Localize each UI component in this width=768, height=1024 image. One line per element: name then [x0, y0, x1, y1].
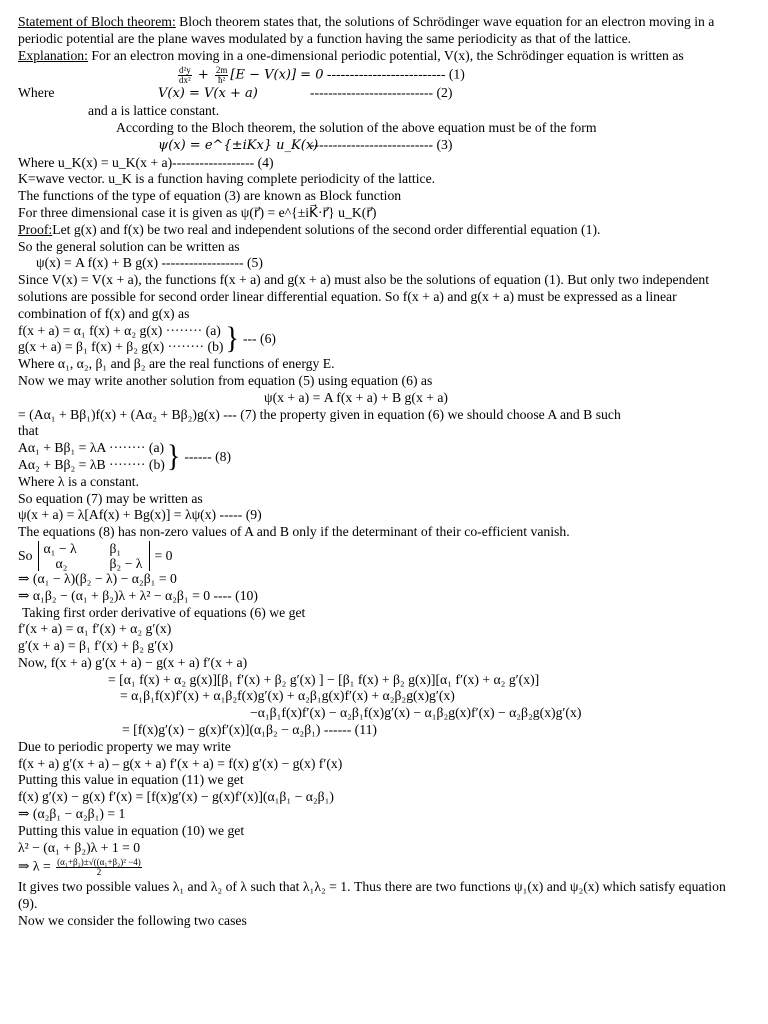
determinant	[18, 541, 748, 571]
eq1-tag: -------------------------- (1)	[326, 67, 465, 83]
putting-11-equation: f(x) g′(x) − g(x) f′(x) = [f(x)g′(x) − g(x)f′(x)](α₁β₁ − α₂β₁)	[18, 789, 334, 805]
explanation-text: For an electron moving in a one-dimensional periodic potential, V(x), the Schrödinger equation is written as	[87, 47, 684, 63]
det-matrix	[43, 541, 145, 571]
eq6b: g(x + a) = β₁ f(x) + β₂ g(x) ········ (b)	[18, 339, 224, 355]
block-function-note: The functions of the type of equation (3) are known as Block function	[18, 188, 402, 204]
result-1: ⇒ (α₂β₁ − α₂β₁) = 1	[18, 806, 126, 822]
proof-paragraph	[18, 222, 748, 239]
quadratic-equation: λ² − (α₁ + β₂)λ + 1 = 0	[18, 839, 141, 855]
equation-3	[18, 137, 748, 155]
wronskian-step-4: = [f(x)g′(x) − g(x)f′(x)](α₁β₂ − α₂β₁) ------ (11)	[122, 722, 377, 738]
det-a11: α₁ − λ	[43, 540, 77, 556]
equation-8-system	[18, 440, 748, 474]
eq2-tag: --------------------------- (2)	[310, 85, 453, 101]
wronskian-step-3: −α₁β₁f(x)f′(x) − α₂β₁f(x)g′(x) − α₁β₂g(x)f′(x) − α₂β₂g(x)g′(x)	[250, 705, 582, 721]
eq8b: Aα₂ + Bβ₂ = λB ········ (b)	[18, 456, 165, 472]
cases-intro: Now we consider the following two cases	[18, 913, 247, 929]
periodic-equation: f(x + a) g′(x + a) – g(x + a) f′(x + a) = f(x) g′(x) − g(x) f′(x)	[18, 755, 343, 771]
eq6a: f(x + a) = α₁ f(x) + α₂ g(x) ········ (a)	[18, 322, 221, 338]
expand-1: ⇒ (α₁ − λ)(β₂ − λ) − α₂β₁ = 0	[18, 570, 177, 586]
periodic-intro: Due to periodic property we may write	[18, 738, 231, 754]
two-values-paragraph: It gives two possible values λ₁ and λ₂ of λ such that λ₁λ₂ = 1. Thus there are two functions ψ₁(x) and ψ₂(x) which satisfy equation (9).	[18, 879, 726, 912]
eq6-tag: --- (6)	[242, 330, 276, 346]
det-left-bar	[38, 541, 39, 571]
det-a22: β₂ − λ	[109, 555, 143, 571]
putting-10-intro: Putting this value in equation (10) we get	[18, 822, 245, 838]
derivative-intro: Taking first order derivative of equations (6) we get	[22, 604, 306, 620]
statement-text: Bloch theorem states that, the solutions of Schrödinger wave equation for an electron moving in a periodic potential are the plane waves modulated by a function having the same periodicity as that of the lattice.	[18, 14, 715, 46]
eq3-expr: ψ(x) = e^{±iKx} u_K(x)	[158, 137, 319, 153]
since-paragraph: Since V(x) = V(x + a), the functions f(x + a) and g(x + a) must also be the solutions of equation (1). But only two independent solutions are possible for second order linear differential equation. So f(x + a) and g(x + a) must be expressed as a linear combination of f(x) and g(x) as	[18, 272, 710, 321]
proof-heading: Proof:	[18, 221, 53, 237]
so-label: So	[18, 547, 33, 563]
eq8a: Aα₁ + Bβ₁ = λA ········ (a)	[18, 440, 165, 456]
equation-6-system	[18, 323, 748, 357]
equation-7: = (Aα₁ + Bβ₁)f(x) + (Aα₂ + Bβ₂)g(x) --- (7) the property given in equation (6) we should choose A and B such	[18, 406, 621, 422]
alpha-beta-note: Where α₁, α₂, β₁ and β₂ are the real functions of energy E.	[18, 356, 335, 372]
three-dim-case: For three dimensional case it is given as ψ(r⃗) = e^{±iK⃗·r⃗} u_K(r⃗)	[18, 204, 377, 220]
derivative-g: g′(x + a) = β₁ f′(x) + β₂ g′(x)	[18, 638, 174, 654]
explanation-paragraph	[18, 48, 748, 65]
lambda-fraction: $\frac{\text{(α₁+β₂)±√((α₁+β₂)² −4)}}{2}$	[57, 857, 141, 878]
putting-11-intro: Putting this value in equation (11) we get	[18, 772, 244, 788]
expand-2: ⇒ α₁β₂ − (α₁ + β₂)λ + λ² − α₂β₁ = 0 ---- (10)	[18, 587, 258, 603]
lambda-constant-note: Where λ is a constant.	[18, 473, 140, 489]
wronskian-step-2: = α₁β₁f(x)f′(x) + α₁β₂f(x)g′(x) + α₂β₁g(x)f′(x) + α₂β₂g(x)g′(x)	[120, 688, 455, 704]
det-a21: α₂	[55, 555, 68, 571]
det-right-bar	[149, 541, 150, 571]
equation-2-row	[18, 85, 748, 103]
det-a12: β₁	[109, 540, 122, 556]
eq8-tag: ------ (8)	[184, 448, 232, 464]
brace-icon: }	[166, 439, 181, 474]
where-label: Where	[18, 85, 55, 101]
psi-x-plus-a: ψ(x + a) = A f(x + a) + B g(x + a)	[264, 389, 448, 405]
det-equals: = 0	[154, 547, 173, 563]
eq7-rewrite-intro: So equation (7) may be written as	[18, 490, 203, 506]
explanation-heading: Explanation:	[18, 47, 88, 63]
equation-4: Where u_K(x) = u_K(x + a)------------------ (4)	[18, 154, 274, 170]
eq3-tag: --------------------------- (3)	[310, 136, 453, 152]
theorem-statement	[18, 14, 748, 48]
statement-heading: Statement of Bloch theorem:	[18, 14, 176, 29]
proof-text: Let g(x) and f(x) be two real and independent solutions of the second order differential equation (1).	[52, 221, 601, 237]
lambda-prefix: ⇒ λ =	[18, 859, 51, 875]
brace-icon: }	[225, 321, 239, 356]
eq2-expr: V(x) = V(x + a)	[158, 86, 258, 102]
equation-1: $\frac{\text{d²y}}{\text{dx²}}$ + $\frac{2m}{\text{ħ²}}$ [E − V(x)] = 0 -------------------------- (1)	[179, 65, 465, 86]
nonzero-note: The equations (8) has non-zero values of A and B only if the determinant of their co-efficient vanish.	[18, 524, 570, 540]
eq1-fraction-2: $\frac{2m}{\text{ħ²}}$	[215, 65, 228, 86]
eq1-fraction-1: $\frac{\text{d²y}}{\text{dx²}}$	[179, 65, 191, 86]
wronskian-step-1: = [α₁ f(x) + α₂ g(x)][β₁ f′(x) + β₂ g′(x) ] − [β₁ f(x) + β₂ g(x)][α₁ f′(x) + α₂ g′(x)]	[108, 671, 540, 687]
lattice-constant-note: and a is lattice constant.	[88, 103, 220, 119]
lambda-solution	[18, 856, 748, 879]
equation-5: ψ(x) = A f(x) + B g(x) ------------------ (5)	[36, 255, 263, 271]
eq1-rest: [E − V(x)] = 0	[230, 68, 324, 84]
now-fg-expression: Now, f(x + a) g′(x + a) − g(x + a) f′(x + a)	[18, 654, 248, 670]
derivative-f: f′(x + a) = α₁ f′(x) + α₂ g′(x)	[18, 621, 172, 637]
that-word: that	[18, 423, 39, 439]
equation-9: ψ(x + a) = λ[Af(x) + Bg(x)] = λψ(x) ----- (9)	[18, 507, 262, 523]
now-write-intro: Now we may write another solution from equation (5) using equation (6) as	[18, 372, 433, 388]
wave-vector-note: K=wave vector. u_K is a function having complete periodicity of the lattice.	[18, 171, 436, 187]
according-text: According to the Bloch theorem, the solution of the above equation must be of the form	[116, 119, 597, 135]
general-solution-intro: So the general solution can be written as	[18, 238, 240, 254]
